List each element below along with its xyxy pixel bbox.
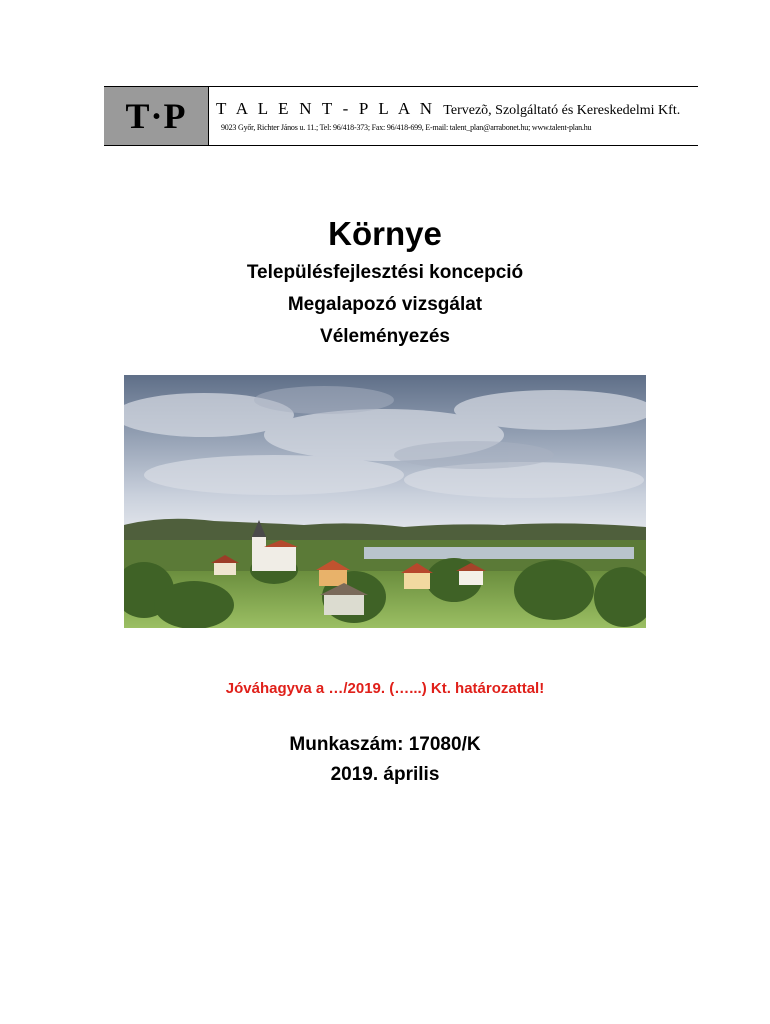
logo-text: T·P bbox=[125, 96, 187, 136]
document-title: Környe bbox=[328, 215, 442, 252]
subtitle-concept: Településfejlesztési koncepció bbox=[246, 262, 524, 283]
company-description: Tervezõ, Szolgáltató és Kereskedelmi Kft. bbox=[443, 103, 681, 118]
company-line bbox=[216, 99, 680, 119]
letterhead bbox=[104, 86, 698, 146]
subtitle-review: Véleményezés bbox=[320, 326, 450, 347]
company-name: T A L E N T - P L A N bbox=[216, 99, 436, 118]
approval-note: Jóváhagyva a …/2019. (…...) Kt. határozattal! bbox=[225, 680, 545, 697]
company-logo bbox=[104, 87, 209, 145]
subtitle-survey: Megalapozó vizsgálat bbox=[287, 294, 483, 315]
landscape-photo bbox=[124, 375, 646, 628]
company-address: 9023 Győr, Richter János u. 11.; Tel: 96/418-373; Fax: 96/418-699, E-mail: talent_plan@arrabonet.hu; www.talent-plan.hu bbox=[221, 123, 592, 132]
document-date: 2019. április bbox=[330, 764, 440, 785]
job-number: Munkaszám: 17080/K bbox=[289, 734, 481, 755]
